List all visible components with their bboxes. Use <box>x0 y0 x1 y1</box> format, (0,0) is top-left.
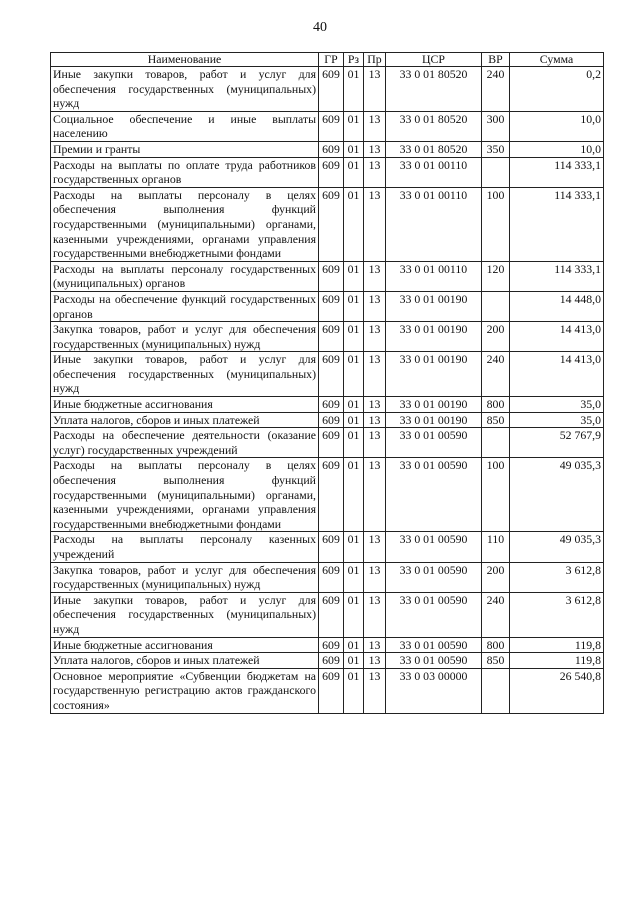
cell-gr: 609 <box>319 67 344 112</box>
cell-gr: 609 <box>319 428 344 458</box>
cell-rz: 01 <box>344 592 364 637</box>
cell-gr: 609 <box>319 458 344 532</box>
cell-vr: 240 <box>482 592 510 637</box>
header-rz: Рз <box>344 53 364 67</box>
cell-vr: 110 <box>482 532 510 562</box>
cell-rz: 01 <box>344 412 364 428</box>
cell-pr: 13 <box>364 458 386 532</box>
cell-gr: 609 <box>319 157 344 187</box>
cell-pr: 13 <box>364 397 386 413</box>
cell-name: Расходы на обеспечение деятельности (оказание услуг) государственных учреждений <box>51 428 319 458</box>
cell-gr: 609 <box>319 532 344 562</box>
table-row <box>51 322 604 352</box>
cell-pr: 13 <box>364 67 386 112</box>
cell-csr: 33 0 03 00000 <box>386 668 482 713</box>
cell-csr: 33 0 01 00110 <box>386 157 482 187</box>
budget-table <box>50 52 604 714</box>
cell-vr: 850 <box>482 412 510 428</box>
cell-gr: 609 <box>319 352 344 397</box>
table-row <box>51 562 604 592</box>
table-row <box>51 668 604 713</box>
cell-vr: 850 <box>482 653 510 669</box>
cell-sum: 26 540,8 <box>510 668 604 713</box>
cell-rz: 01 <box>344 397 364 413</box>
header-row <box>51 53 604 67</box>
cell-csr: 33 0 01 00590 <box>386 637 482 653</box>
table-row <box>51 111 604 141</box>
cell-pr: 13 <box>364 532 386 562</box>
cell-name: Расходы на выплаты персоналу государственных (муниципальных) органов <box>51 261 319 291</box>
cell-gr: 609 <box>319 291 344 321</box>
cell-pr: 13 <box>364 653 386 669</box>
cell-name: Расходы на выплаты по оплате труда работников государственных органов <box>51 157 319 187</box>
cell-csr: 33 0 01 00190 <box>386 397 482 413</box>
cell-vr <box>482 668 510 713</box>
cell-pr: 13 <box>364 111 386 141</box>
cell-pr: 13 <box>364 322 386 352</box>
cell-gr: 609 <box>319 562 344 592</box>
cell-vr: 100 <box>482 458 510 532</box>
cell-name: Иные закупки товаров, работ и услуг для обеспечения государственных (муниципальных) нужд <box>51 352 319 397</box>
table-row <box>51 653 604 669</box>
cell-sum: 114 333,1 <box>510 261 604 291</box>
cell-vr <box>482 428 510 458</box>
cell-csr: 33 0 01 00590 <box>386 653 482 669</box>
header-vr: ВР <box>482 53 510 67</box>
cell-vr: 100 <box>482 187 510 261</box>
table-row <box>51 261 604 291</box>
cell-rz: 01 <box>344 653 364 669</box>
cell-pr: 13 <box>364 412 386 428</box>
cell-csr: 33 0 01 00190 <box>386 322 482 352</box>
cell-rz: 01 <box>344 322 364 352</box>
cell-vr: 200 <box>482 562 510 592</box>
table-row <box>51 352 604 397</box>
cell-sum: 0,2 <box>510 67 604 112</box>
cell-csr: 33 0 01 00590 <box>386 532 482 562</box>
cell-gr: 609 <box>319 592 344 637</box>
cell-csr: 33 0 01 00590 <box>386 562 482 592</box>
cell-rz: 01 <box>344 668 364 713</box>
table-row <box>51 141 604 157</box>
cell-name: Расходы на выплаты персоналу в целях обеспечения выполнения функций государственными (муниципальными) органами, казенными учреждениями, органами управления государственными внебюджетными фондами <box>51 187 319 261</box>
cell-gr: 609 <box>319 397 344 413</box>
cell-pr: 13 <box>364 592 386 637</box>
cell-rz: 01 <box>344 637 364 653</box>
cell-vr: 120 <box>482 261 510 291</box>
cell-vr: 240 <box>482 352 510 397</box>
cell-pr: 13 <box>364 637 386 653</box>
cell-sum: 49 035,3 <box>510 458 604 532</box>
cell-rz: 01 <box>344 428 364 458</box>
cell-rz: 01 <box>344 532 364 562</box>
cell-name: Премии и гранты <box>51 141 319 157</box>
table-row <box>51 67 604 112</box>
cell-name: Иные закупки товаров, работ и услуг для обеспечения государственных (муниципальных) нужд <box>51 67 319 112</box>
cell-csr: 33 0 01 00190 <box>386 291 482 321</box>
cell-name: Иные бюджетные ассигнования <box>51 397 319 413</box>
cell-sum: 114 333,1 <box>510 157 604 187</box>
cell-name: Иные закупки товаров, работ и услуг для обеспечения государственных (муниципальных) нужд <box>51 592 319 637</box>
cell-rz: 01 <box>344 157 364 187</box>
cell-vr <box>482 291 510 321</box>
cell-rz: 01 <box>344 141 364 157</box>
cell-vr: 800 <box>482 637 510 653</box>
cell-name: Расходы на выплаты персоналу казенных учреждений <box>51 532 319 562</box>
cell-vr: 240 <box>482 67 510 112</box>
cell-rz: 01 <box>344 352 364 397</box>
cell-name: Иные бюджетные ассигнования <box>51 637 319 653</box>
cell-pr: 13 <box>364 668 386 713</box>
cell-sum: 14 448,0 <box>510 291 604 321</box>
table-row <box>51 291 604 321</box>
cell-name: Основное мероприятие «Субвенции бюджетам на государственную регистрацию актов гражданского состояния» <box>51 668 319 713</box>
cell-rz: 01 <box>344 187 364 261</box>
table-body <box>51 67 604 714</box>
cell-pr: 13 <box>364 352 386 397</box>
cell-csr: 33 0 01 00190 <box>386 352 482 397</box>
cell-vr: 800 <box>482 397 510 413</box>
cell-pr: 13 <box>364 261 386 291</box>
cell-sum: 3 612,8 <box>510 592 604 637</box>
cell-csr: 33 0 01 00590 <box>386 428 482 458</box>
cell-sum: 14 413,0 <box>510 352 604 397</box>
cell-pr: 13 <box>364 428 386 458</box>
cell-gr: 609 <box>319 322 344 352</box>
cell-sum: 14 413,0 <box>510 322 604 352</box>
cell-csr: 33 0 01 00190 <box>386 412 482 428</box>
cell-csr: 33 0 01 00110 <box>386 187 482 261</box>
cell-gr: 609 <box>319 637 344 653</box>
cell-vr: 350 <box>482 141 510 157</box>
table-row <box>51 532 604 562</box>
cell-rz: 01 <box>344 261 364 291</box>
cell-gr: 609 <box>319 187 344 261</box>
header-gr: ГР <box>319 53 344 67</box>
cell-gr: 609 <box>319 261 344 291</box>
cell-pr: 13 <box>364 141 386 157</box>
cell-csr: 33 0 01 80520 <box>386 111 482 141</box>
cell-sum: 119,8 <box>510 653 604 669</box>
cell-csr: 33 0 01 80520 <box>386 141 482 157</box>
cell-name: Уплата налогов, сборов и иных платежей <box>51 412 319 428</box>
cell-rz: 01 <box>344 67 364 112</box>
header-name: Наименование <box>51 53 319 67</box>
table-row <box>51 458 604 532</box>
cell-gr: 609 <box>319 111 344 141</box>
table-row <box>51 637 604 653</box>
cell-name: Расходы на обеспечение функций государственных органов <box>51 291 319 321</box>
table-row <box>51 187 604 261</box>
cell-sum: 3 612,8 <box>510 562 604 592</box>
cell-sum: 52 767,9 <box>510 428 604 458</box>
cell-name: Закупка товаров, работ и услуг для обеспечения государственных (муниципальных) нужд <box>51 562 319 592</box>
table-row <box>51 428 604 458</box>
cell-rz: 01 <box>344 458 364 532</box>
cell-sum: 35,0 <box>510 397 604 413</box>
table-row <box>51 157 604 187</box>
page-number: 40 <box>313 20 327 35</box>
cell-name: Закупка товаров, работ и услуг для обеспечения государственных (муниципальных) нужд <box>51 322 319 352</box>
cell-sum: 114 333,1 <box>510 187 604 261</box>
cell-sum: 49 035,3 <box>510 532 604 562</box>
table-row <box>51 412 604 428</box>
cell-sum: 10,0 <box>510 141 604 157</box>
cell-name: Социальное обеспечение и иные выплаты населению <box>51 111 319 141</box>
header-pr: Пр <box>364 53 386 67</box>
cell-name: Расходы на выплаты персоналу в целях обеспечения выполнения функций государственными (муниципальными) органами, казенными учреждениями, органами управления государственными внебюджетными фондами <box>51 458 319 532</box>
cell-csr: 33 0 01 80520 <box>386 67 482 112</box>
cell-rz: 01 <box>344 291 364 321</box>
cell-vr: 200 <box>482 322 510 352</box>
table-row <box>51 592 604 637</box>
cell-pr: 13 <box>364 187 386 261</box>
cell-name: Уплата налогов, сборов и иных платежей <box>51 653 319 669</box>
cell-rz: 01 <box>344 111 364 141</box>
cell-csr: 33 0 01 00590 <box>386 458 482 532</box>
cell-pr: 13 <box>364 157 386 187</box>
cell-vr <box>482 157 510 187</box>
cell-vr: 300 <box>482 111 510 141</box>
header-sum: Сумма <box>510 53 604 67</box>
cell-sum: 119,8 <box>510 637 604 653</box>
cell-gr: 609 <box>319 668 344 713</box>
header-csr: ЦСР <box>386 53 482 67</box>
cell-gr: 609 <box>319 412 344 428</box>
cell-gr: 609 <box>319 141 344 157</box>
cell-gr: 609 <box>319 653 344 669</box>
cell-sum: 35,0 <box>510 412 604 428</box>
table-row <box>51 397 604 413</box>
cell-rz: 01 <box>344 562 364 592</box>
cell-csr: 33 0 01 00590 <box>386 592 482 637</box>
cell-pr: 13 <box>364 562 386 592</box>
cell-csr: 33 0 01 00110 <box>386 261 482 291</box>
cell-sum: 10,0 <box>510 111 604 141</box>
cell-pr: 13 <box>364 291 386 321</box>
